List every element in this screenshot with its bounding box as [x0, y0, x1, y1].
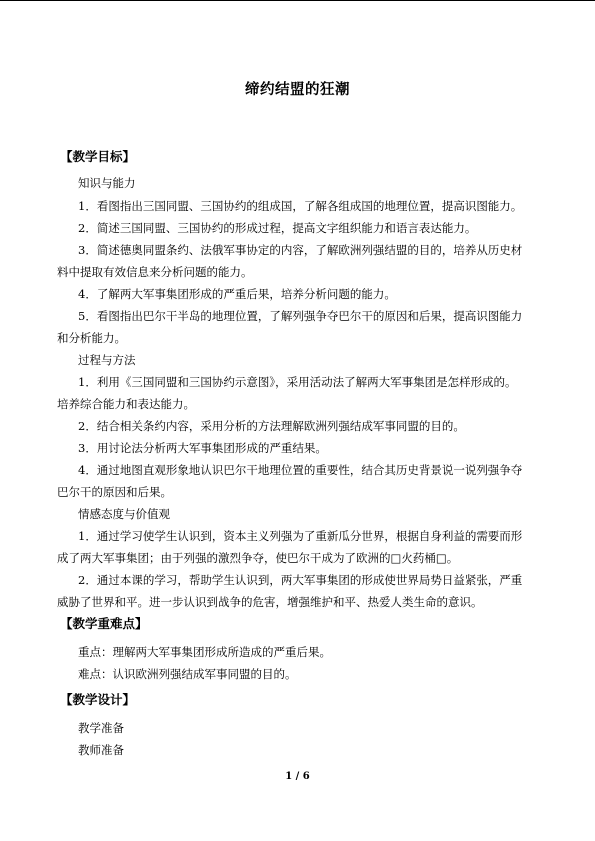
paragraph-line: 3．用讨论法分析两大军事集团形成的严重结果。	[78, 441, 327, 455]
paragraph-line: 难点：认识欧洲列强结成军事同盟的目的。	[78, 667, 297, 681]
section-heading-keypoints: 【教学重难点】	[60, 616, 148, 631]
paragraph-line: 4．通过地图直观形象地认识巴尔干地理位置的重要性，结合其历史背景说一说列强争夺	[78, 463, 523, 477]
page-title: 缔约结盟的狂潮	[245, 81, 350, 98]
paragraph-line: 料中提取有效信息来分析问题的能力。	[57, 265, 253, 279]
paragraph-line: 1．利用《三国同盟和三国协约示意图》，采用活动法了解两大军事集团是怎样形成的。	[78, 375, 517, 389]
paragraph-line: 重点：理解两大军事集团形成所造成的严重后果。	[78, 645, 331, 659]
section-heading-goals: 【教学目标】	[60, 149, 136, 164]
paragraph-line: 教师准备	[78, 743, 124, 757]
paragraph-line: 2．简述三国同盟、三国协约的形成过程，提高文字组织能力和语言表达能力。	[78, 221, 477, 235]
page-number: 1 / 6	[285, 771, 310, 782]
paragraph-line: 成了两大军事集团；由于列强的激烈争夺，使巴尔干成为了欧洲的□火药桶□。	[57, 551, 459, 565]
paragraph-line: 1．看图指出三国同盟、三国协约的组成国，了解各组成国的地理位置，提高识图能力。	[78, 199, 523, 213]
paragraph-line: 5．看图指出巴尔干半岛的地理位置，了解列强争夺巴尔干的原因和后果，提高识图能力	[78, 309, 523, 323]
paragraph-line: 3．简述德奥同盟条约、法俄军事协定的内容，了解欧洲列强结盟的目的，培养从历史材	[78, 243, 523, 257]
paragraph-line: 4．了解两大军事集团形成的严重后果，培养分析问题的能力。	[78, 287, 396, 301]
subheading-process: 过程与方法	[78, 353, 136, 367]
paragraph-line: 1．通过学习使学生认识到，资本主义列强为了重新瓜分世界，根据自身利益的需要而形	[78, 529, 523, 543]
paragraph-line: 2．通过本课的学习，帮助学生认识到，两大军事集团的形成使世界局势日益紧张，严重	[78, 573, 523, 587]
subheading-attitude: 情感态度与价值观	[78, 507, 170, 521]
subheading-knowledge: 知识与能力	[78, 176, 136, 190]
paragraph-line: 2．结合相关条约内容，采用分析的方法理解欧洲列强结成军事同盟的目的。	[78, 419, 465, 433]
paragraph-line: 培养综合能力和表达能力。	[57, 397, 195, 411]
paragraph-line: 教学准备	[78, 721, 124, 735]
paragraph-line: 威胁了世界和平。进一步认识到战争的危害，增强维护和平、热爱人类生命的意识。	[57, 595, 483, 609]
top-border	[0, 0, 595, 1]
paragraph-line: 巴尔干的原因和后果。	[57, 485, 172, 499]
section-heading-design: 【教学设计】	[60, 692, 136, 707]
paragraph-line: 和分析能力。	[57, 331, 126, 345]
